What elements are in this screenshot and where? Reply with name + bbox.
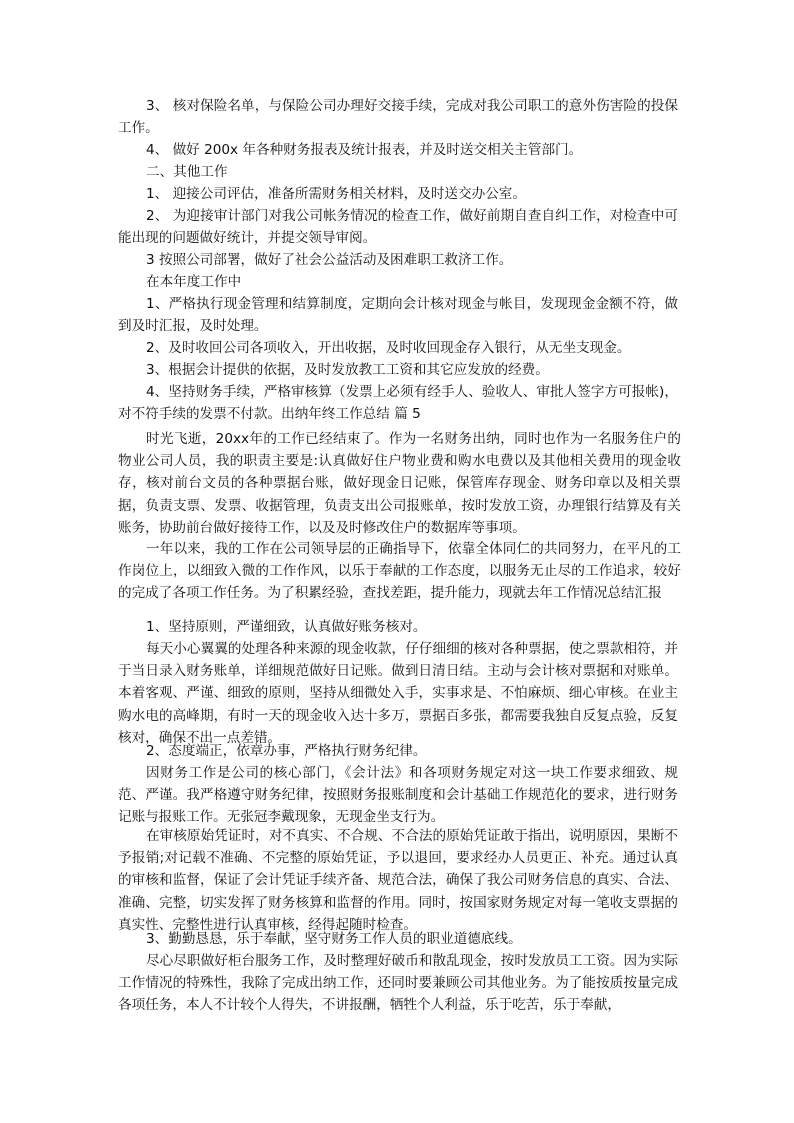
paragraph-16: 因财务工作是公司的核心部门，《会计法》和各项财务规定对这一块工作要求细致、规范、严谨。我严格遵守财务纪律，按照财务报账制度和会计基础工作规范化的要求，进行财务记账与报账工作。无张冠李戴现象，无现金坐支行为。 (118, 765, 678, 826)
paragraph-15: 2、态度端正，依章办事，严格执行财务纪律。 (146, 743, 427, 759)
section-heading-other-work: 二、其他工作 (146, 164, 228, 180)
paragraph-12: 一年以来，我的工作在公司领导层的正确指导下，依靠全体同仁的共同努力，在平凡的工作岗位上，以细致入微的工作作风，以乐于奉献的工作态度，以服务无止尽的工作追求，较好的完成了各项工作任务。为了积累经验，查找差距，提升能力，现就去年工作情况总结汇报 (118, 541, 681, 602)
paragraph-18: 3、勤勤恳恳，乐于奉献，坚守财务工作人员的职业道德底线。 (146, 931, 522, 947)
paragraph-7: 1、严格执行现金管理和结算制度，定期向会计核对现金与帐目，发现现金金额不符，做到及时汇报，及时处理。 (118, 296, 678, 335)
paragraph-10: 4、坚持财务手续，严格审核算（发票上必须有经手人、验收人、审批人签字方可报帐)，对不符手续的发票不付款。出纳年终工作总结 篇 5 (118, 384, 678, 423)
paragraph-8: 2、及时收回公司各项收入，开出收据，及时收回现金存入银行，从无坐支现金。 (146, 340, 631, 356)
paragraph-17: 在审核原始凭证时，对不真实、不合规、不合法的原始凭证敢于指出，说明原因，果断不予报销;对记载不准确、不完整的原始凭证，予以退回，要求经办人员更正、补充。通过认真的审核和监督，保证了会计凭证手续齐备、规范合法，确保了我公司财务信息的真实、合法、准确、完整，切实发挥了财务核算和监督的作用。同时，按国家财务规定对每一笔收支票据的真实性、完整性进行认真审核，经得起随时检查。 (118, 828, 678, 933)
paragraph-13: 1、坚持原则，严谨细致，认真做好账务核对。 (146, 619, 427, 635)
paragraph-14: 每天小心翼翼的处理各种来源的现金收款，仔仔细细的核对各种票据，使之票款相符，并于当日录入财务账单，详细规范做好日记账。做到日清日结。主动与会计核对票据和对账单。本着客观、严谨、细致的原则，坚持从细微处入手，实事求是、不怕麻烦、细心审核。在业主购水电的高峰期，有时一天的现金收入达十多万，票据百多张，都需要我独自反复点验，反复核对，确保不出一点差错。 (118, 641, 678, 746)
paragraph-3: 1、 迎接公司评估，准备所需财务相关材料，及时送交办公室。 (146, 186, 526, 202)
paragraph-1: 3、 核对保险名单，与保险公司办理好交接手续，完成对我公司职工的意外伤害险的投保工作。 (118, 98, 678, 137)
paragraph-6: 在本年度工作中 (146, 274, 242, 290)
paragraph-11: 时光飞逝，20xx年的工作已经结束了。作为一名财务出纳，同时也作为一名服务住户的物业公司人员，我的职责主要是:认真做好住户物业费和购水电费以及其他相关费用的现金收存，核对前台文员的各种票据台账，做好现金日记账，保管库存现金、财务印章以及相关票据，负责支票、发票、收据管理，负责支出公司报账单，按时发放工资，办理银行结算及有关账务，协助前台做好接待工作，以及及时修改住户的数据库等事项。 (118, 431, 681, 536)
paragraph-9: 3、根据会计提供的依据，及时发放教工工资和其它应发放的经费。 (146, 362, 549, 378)
paragraph-4: 2、 为迎接审计部门对我公司帐务情况的检查工作，做好前期自查自纠工作，对检查中可能出现的问题做好统计，并提交领导审阅。 (118, 208, 678, 247)
paragraph-2: 4、 做好 200x 年各种财务报表及统计报表，并及时送交相关主管部门。 (146, 142, 583, 158)
paragraph-5: 3 按照公司部署，做好了社会公益活动及困难职工救济工作。 (146, 252, 513, 268)
paragraph-19: 尽心尽职做好柜台服务工作，及时整理好破币和散乱现金，按时发放员工工资。因为实际工作情况的特殊性，我除了完成出纳工作，还同时要兼顾公司其他业务。为了能按质按量完成各项任务，本人不计较个人得失，不讲报酬，牺牲个人利益，乐于吃苦，乐于奉献， (118, 953, 678, 1014)
